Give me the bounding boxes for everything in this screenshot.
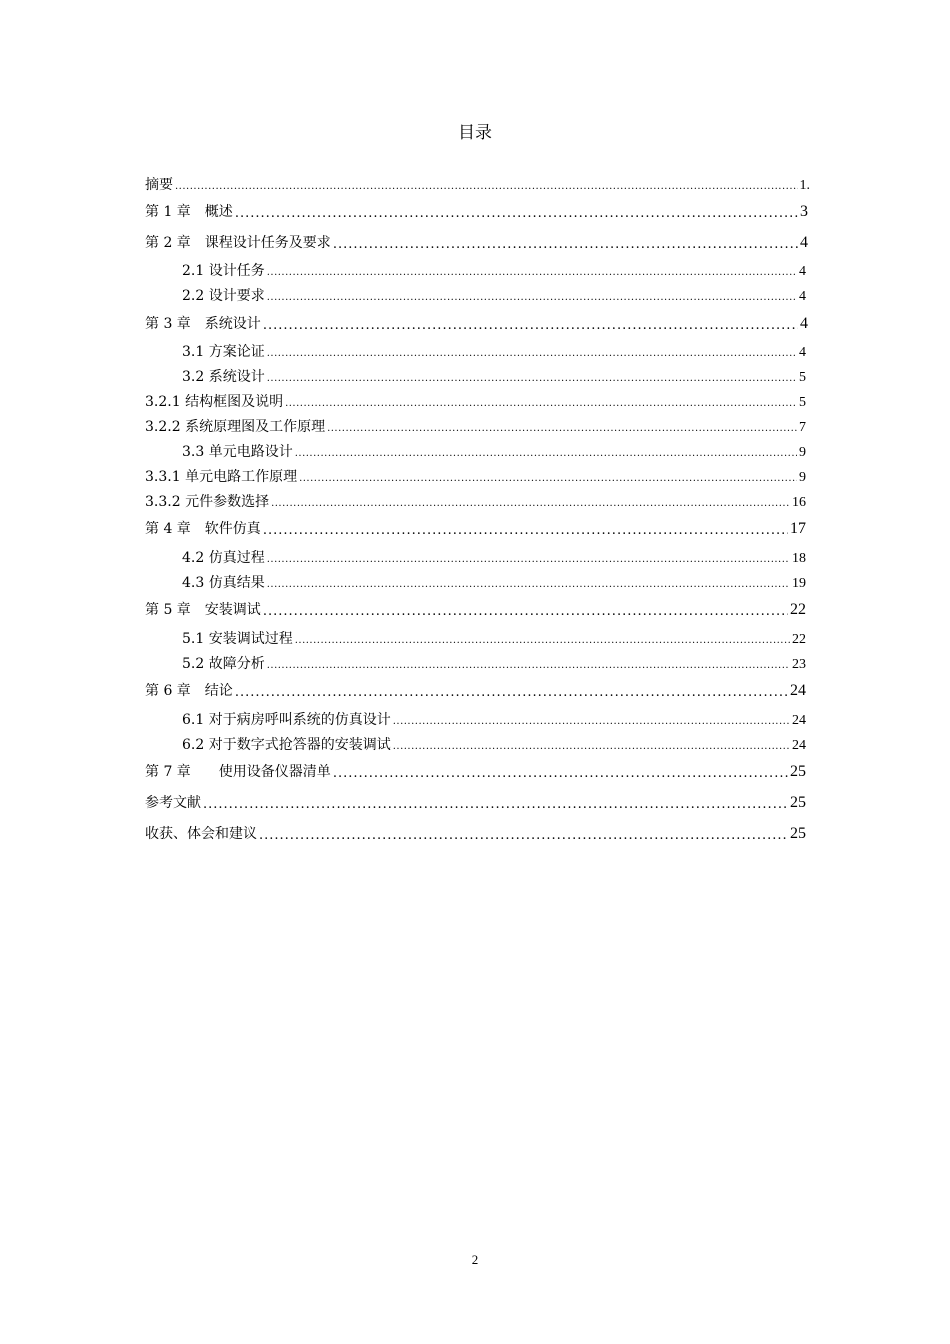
toc-entry-label: 5.2 故障分析 bbox=[182, 656, 265, 672]
toc-entry-page: 24 bbox=[792, 738, 806, 753]
dot-leader bbox=[263, 319, 798, 333]
toc-entry-label: 第 6 章 结论 bbox=[145, 683, 233, 699]
dot-leader bbox=[263, 524, 788, 538]
toc-entry-page: 22 bbox=[790, 601, 806, 618]
toc-entry[interactable] bbox=[145, 680, 806, 700]
toc-entry-label: 第 7 章 使用设备仪器清单 bbox=[145, 764, 331, 780]
toc-entry-label: 参考文献 bbox=[145, 795, 201, 811]
toc-entry[interactable] bbox=[145, 599, 806, 619]
toc-entry[interactable] bbox=[145, 823, 806, 843]
dot-leader bbox=[259, 829, 788, 843]
toc-entry-label: 2.2 设计要求 bbox=[182, 288, 265, 304]
toc-entry[interactable] bbox=[182, 572, 806, 592]
toc-entry-label: 3.2.2 系统原理图及工作原理 bbox=[145, 419, 326, 435]
toc-title: 目录 bbox=[458, 123, 492, 143]
toc-entry-page: 1. bbox=[799, 178, 810, 193]
toc-entry-page: 17 bbox=[790, 520, 806, 537]
toc-entry[interactable] bbox=[145, 313, 808, 333]
dot-leader bbox=[333, 238, 798, 252]
toc-entry-page: 18 bbox=[792, 551, 806, 566]
toc-entry-label: 6.1 对于病房呼叫系统的仿真设计 bbox=[182, 712, 391, 728]
toc-entry-page: 9 bbox=[799, 470, 806, 485]
toc-entry[interactable] bbox=[182, 734, 806, 754]
dot-leader bbox=[327, 422, 797, 436]
toc-entry-page: 5 bbox=[799, 395, 806, 410]
toc-entry-page: 7 bbox=[799, 420, 806, 435]
toc-entry-page: 3 bbox=[800, 203, 808, 220]
toc-entry-label: 摘要 bbox=[145, 177, 173, 193]
toc-entry-page: 25 bbox=[790, 794, 806, 811]
toc-entry-page: 24 bbox=[790, 682, 806, 699]
dot-leader bbox=[295, 447, 797, 461]
toc-entry[interactable] bbox=[182, 366, 806, 386]
toc-entry[interactable] bbox=[182, 709, 806, 729]
dot-leader bbox=[267, 291, 797, 305]
toc-entry-page: 9 bbox=[799, 445, 806, 460]
toc-entry-page: 22 bbox=[792, 632, 806, 647]
toc-entry-page: 4 bbox=[799, 264, 806, 279]
toc-entry[interactable] bbox=[182, 441, 806, 461]
dot-leader bbox=[295, 634, 790, 648]
toc-entry-page: 5 bbox=[799, 370, 806, 385]
dot-leader bbox=[267, 578, 790, 592]
dot-leader bbox=[235, 207, 798, 221]
page-number: 2 bbox=[471, 1252, 479, 1267]
dot-leader bbox=[267, 553, 790, 567]
toc-entry-page: 25 bbox=[790, 825, 806, 842]
dot-leader bbox=[285, 397, 797, 411]
toc-entry-label: 第 3 章 系统设计 bbox=[145, 316, 261, 332]
toc-entry[interactable] bbox=[145, 518, 806, 538]
toc-entry-page: 19 bbox=[792, 576, 806, 591]
dot-leader bbox=[203, 798, 788, 812]
dot-leader bbox=[267, 659, 790, 673]
toc-entry-page: 4 bbox=[799, 345, 806, 360]
dot-leader bbox=[175, 180, 798, 194]
dot-leader bbox=[393, 715, 790, 729]
dot-leader bbox=[393, 740, 790, 754]
dot-leader bbox=[235, 686, 788, 700]
toc-entry-page: 23 bbox=[792, 657, 806, 672]
toc-entry-label: 第 5 章 安装调试 bbox=[145, 602, 261, 618]
toc-entry-label: 4.2 仿真过程 bbox=[182, 550, 265, 566]
toc-entry-page: 16 bbox=[792, 495, 806, 510]
toc-entry-page: 4 bbox=[800, 315, 808, 332]
toc-entry-label: 6.2 对于数字式抢答器的安装调试 bbox=[182, 737, 391, 753]
toc-entry-label: 3.3.2 元件参数选择 bbox=[145, 494, 270, 510]
toc-entry-label: 4.3 仿真结果 bbox=[182, 575, 265, 591]
toc-entry-label: 3.2.1 结构框图及说明 bbox=[145, 394, 284, 410]
toc-entry-label: 5.1 安装调试过程 bbox=[182, 631, 293, 647]
dot-leader bbox=[267, 347, 797, 361]
toc-entry[interactable] bbox=[145, 232, 808, 252]
toc-entry-label: 3.1 方案论证 bbox=[182, 344, 265, 360]
dot-leader bbox=[271, 497, 790, 511]
toc-entry[interactable] bbox=[145, 792, 806, 812]
toc-entry-label: 第 1 章 概述 bbox=[145, 204, 233, 220]
toc-entry[interactable] bbox=[145, 491, 806, 511]
toc-entry[interactable] bbox=[145, 391, 806, 411]
toc-entry-label: 3.3.1 单元电路工作原理 bbox=[145, 469, 298, 485]
toc-entry-page: 4 bbox=[799, 289, 806, 304]
toc-entry[interactable] bbox=[145, 761, 806, 781]
toc-entry-page: 25 bbox=[790, 763, 806, 780]
toc-entry[interactable] bbox=[182, 628, 806, 648]
dot-leader bbox=[267, 372, 797, 386]
dot-leader bbox=[263, 605, 788, 619]
toc-entry[interactable] bbox=[182, 547, 806, 567]
dot-leader bbox=[267, 266, 797, 280]
toc-entry-label: 收获、体会和建议 bbox=[145, 826, 257, 842]
toc-entry-label: 第 4 章 软件仿真 bbox=[145, 521, 261, 537]
toc-entry[interactable] bbox=[182, 341, 806, 361]
toc-entry[interactable] bbox=[182, 285, 806, 305]
toc-entry[interactable] bbox=[145, 416, 806, 436]
toc-entry-page: 4 bbox=[800, 234, 808, 251]
toc-entry-label: 3.3 单元电路设计 bbox=[182, 444, 293, 460]
dot-leader bbox=[299, 472, 797, 486]
toc-entry[interactable] bbox=[182, 653, 806, 673]
toc-entry[interactable] bbox=[145, 174, 810, 194]
dot-leader bbox=[333, 767, 788, 781]
toc-entry-label: 3.2 系统设计 bbox=[182, 369, 265, 385]
toc-entry-label: 第 2 章 课程设计任务及要求 bbox=[145, 235, 331, 251]
toc-entry-label: 2.1 设计任务 bbox=[182, 263, 265, 279]
toc-entry[interactable] bbox=[145, 466, 806, 486]
toc-entry[interactable] bbox=[145, 201, 808, 221]
toc-entry-page: 24 bbox=[792, 713, 806, 728]
toc-entry[interactable] bbox=[182, 260, 806, 280]
